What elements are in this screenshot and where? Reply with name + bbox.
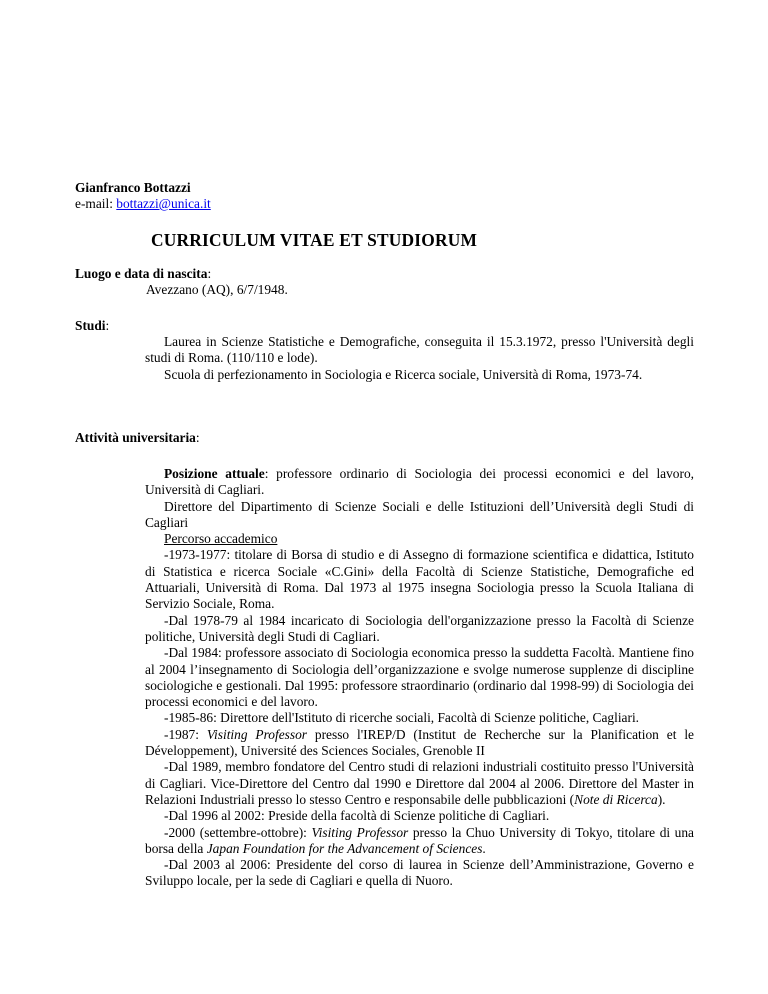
career-item: [145, 825, 694, 858]
email-line: [75, 196, 211, 212]
email-link[interactable]: bottazzi@unica.it: [116, 196, 211, 211]
career-text: -2000 (settembre-ottobre):: [164, 824, 312, 840]
birth-value: Avezzano (AQ), 6/7/1948.: [146, 282, 288, 297]
career-text: presso l'IREP/D (Institut de Recherche sur la Planification et le Développement), Université des Sciences Sociales, Grenoble II: [145, 726, 694, 759]
career-item: -Dal 1996 al 2002: Preside della facoltà di Scienze politiche di Cagliari.: [164, 808, 550, 824]
attivita-section: [145, 466, 694, 890]
studi-section: [145, 334, 694, 383]
career-text: presso la Chuo University di Tokyo, titolare di una borsa della: [145, 824, 695, 856]
email-label: e-mail:: [75, 196, 117, 211]
career-emphasis: Note di Ricerca: [574, 791, 658, 807]
career-text: .: [482, 840, 486, 856]
percorso-label: Percorso accademico: [164, 531, 278, 547]
author-name: Gianfranco Bottazzi: [75, 180, 191, 195]
studi-heading: Studi:: [75, 318, 110, 333]
career-item: -1985-86: Direttore dell'Istituto di ricerche sociali, Facoltà di Scienze politiche, Cagliari.: [164, 710, 640, 726]
career-emphasis: Visiting Professor: [206, 726, 307, 742]
direttore-paragraph: Direttore del Dipartimento di Scienze Sociali e delle Istituzioni dell’Università degli Studi di Cagliari: [145, 498, 694, 530]
birth-heading: Luogo e data di nascita:: [75, 266, 212, 281]
posizione-text: : professore ordinario di Sociologia dei processi economici e del lavoro, Università di Cagliari.: [145, 466, 694, 498]
birth-heading-text: Luogo e data di nascita: [75, 266, 208, 281]
career-item: -Dal 1984: professore associato di Sociologia economica presso la suddetta Facoltà. Mantiene fino al 2004 l’insegnamento di Sociologia dell’organizzazione e svolge numerose supplenze di discipline sociologiche e gestionali. Dal 1995: professore straordinario (ordinario dal 1998-99) di Sociologia dei processi economici e del lavoro.: [145, 645, 694, 710]
studi-item: Laurea in Scienze Statistiche e Demografiche, conseguita il 15.3.1972, presso l'Università degli studi di Roma. (110/110 e lode).: [145, 334, 694, 366]
posizione-label: Posizione attuale: [164, 466, 265, 481]
percorso-paragraph: [145, 531, 694, 547]
career-item: [145, 759, 694, 808]
career-item: -Dal 2003 al 2006: Presidente del corso di laurea in Scienze dell’Amministrazione, Governo e Sviluppo locale, per la sede di Cagliari e quella di Nuoro.: [145, 857, 694, 889]
document-title: CURRICULUM VITAE ET STUDIORUM: [151, 230, 478, 250]
career-text: ).: [657, 791, 666, 807]
posizione-paragraph: [145, 466, 694, 499]
career-item: -1973-1977: titolare di Borsa di studio e di Assegno di formazione scientifica e didattica, Istituto di Statistica e ricerca Sociale «C.Gini» della Facoltà di Scienze Statistiche, Demografiche ed Attuariali, Università di Roma. Dal 1973 al 1975 insegna Sociologia presso la Scuola Italiana di Servizio Sociale, Roma.: [145, 547, 694, 612]
career-item: [145, 727, 694, 760]
attivita-heading-text: Attività universitaria: [75, 430, 196, 445]
attivita-heading: Attività universitaria:: [75, 430, 200, 445]
studi-heading-text: Studi: [75, 318, 106, 333]
career-emphasis: Visiting Professor: [311, 824, 409, 840]
studi-item: Scuola di perfezionamento in Sociologia e Ricerca sociale, Università di Roma, 1973-74.: [164, 366, 643, 382]
career-text: -1987:: [164, 726, 207, 742]
career-item: -Dal 1978-79 al 1984 incaricato di Sociologia dell'organizzazione presso la Facoltà di Scienze politiche, Università degli Studi di Cagliari.: [145, 612, 694, 644]
career-emphasis: Japan Foundation for the Advancement of Sciences: [206, 840, 483, 856]
career-text: -Dal 1989, membro fondatore del Centro studi di relazioni industriali costituito presso l'Università di Cagliari. Vice-Direttore del Centro dal 1990 e Direttore dal 2004 al 2006. Direttore del Master in Relazioni Industriali presso lo stesso Centro e responsabile delle pubblicazioni (: [145, 759, 694, 807]
